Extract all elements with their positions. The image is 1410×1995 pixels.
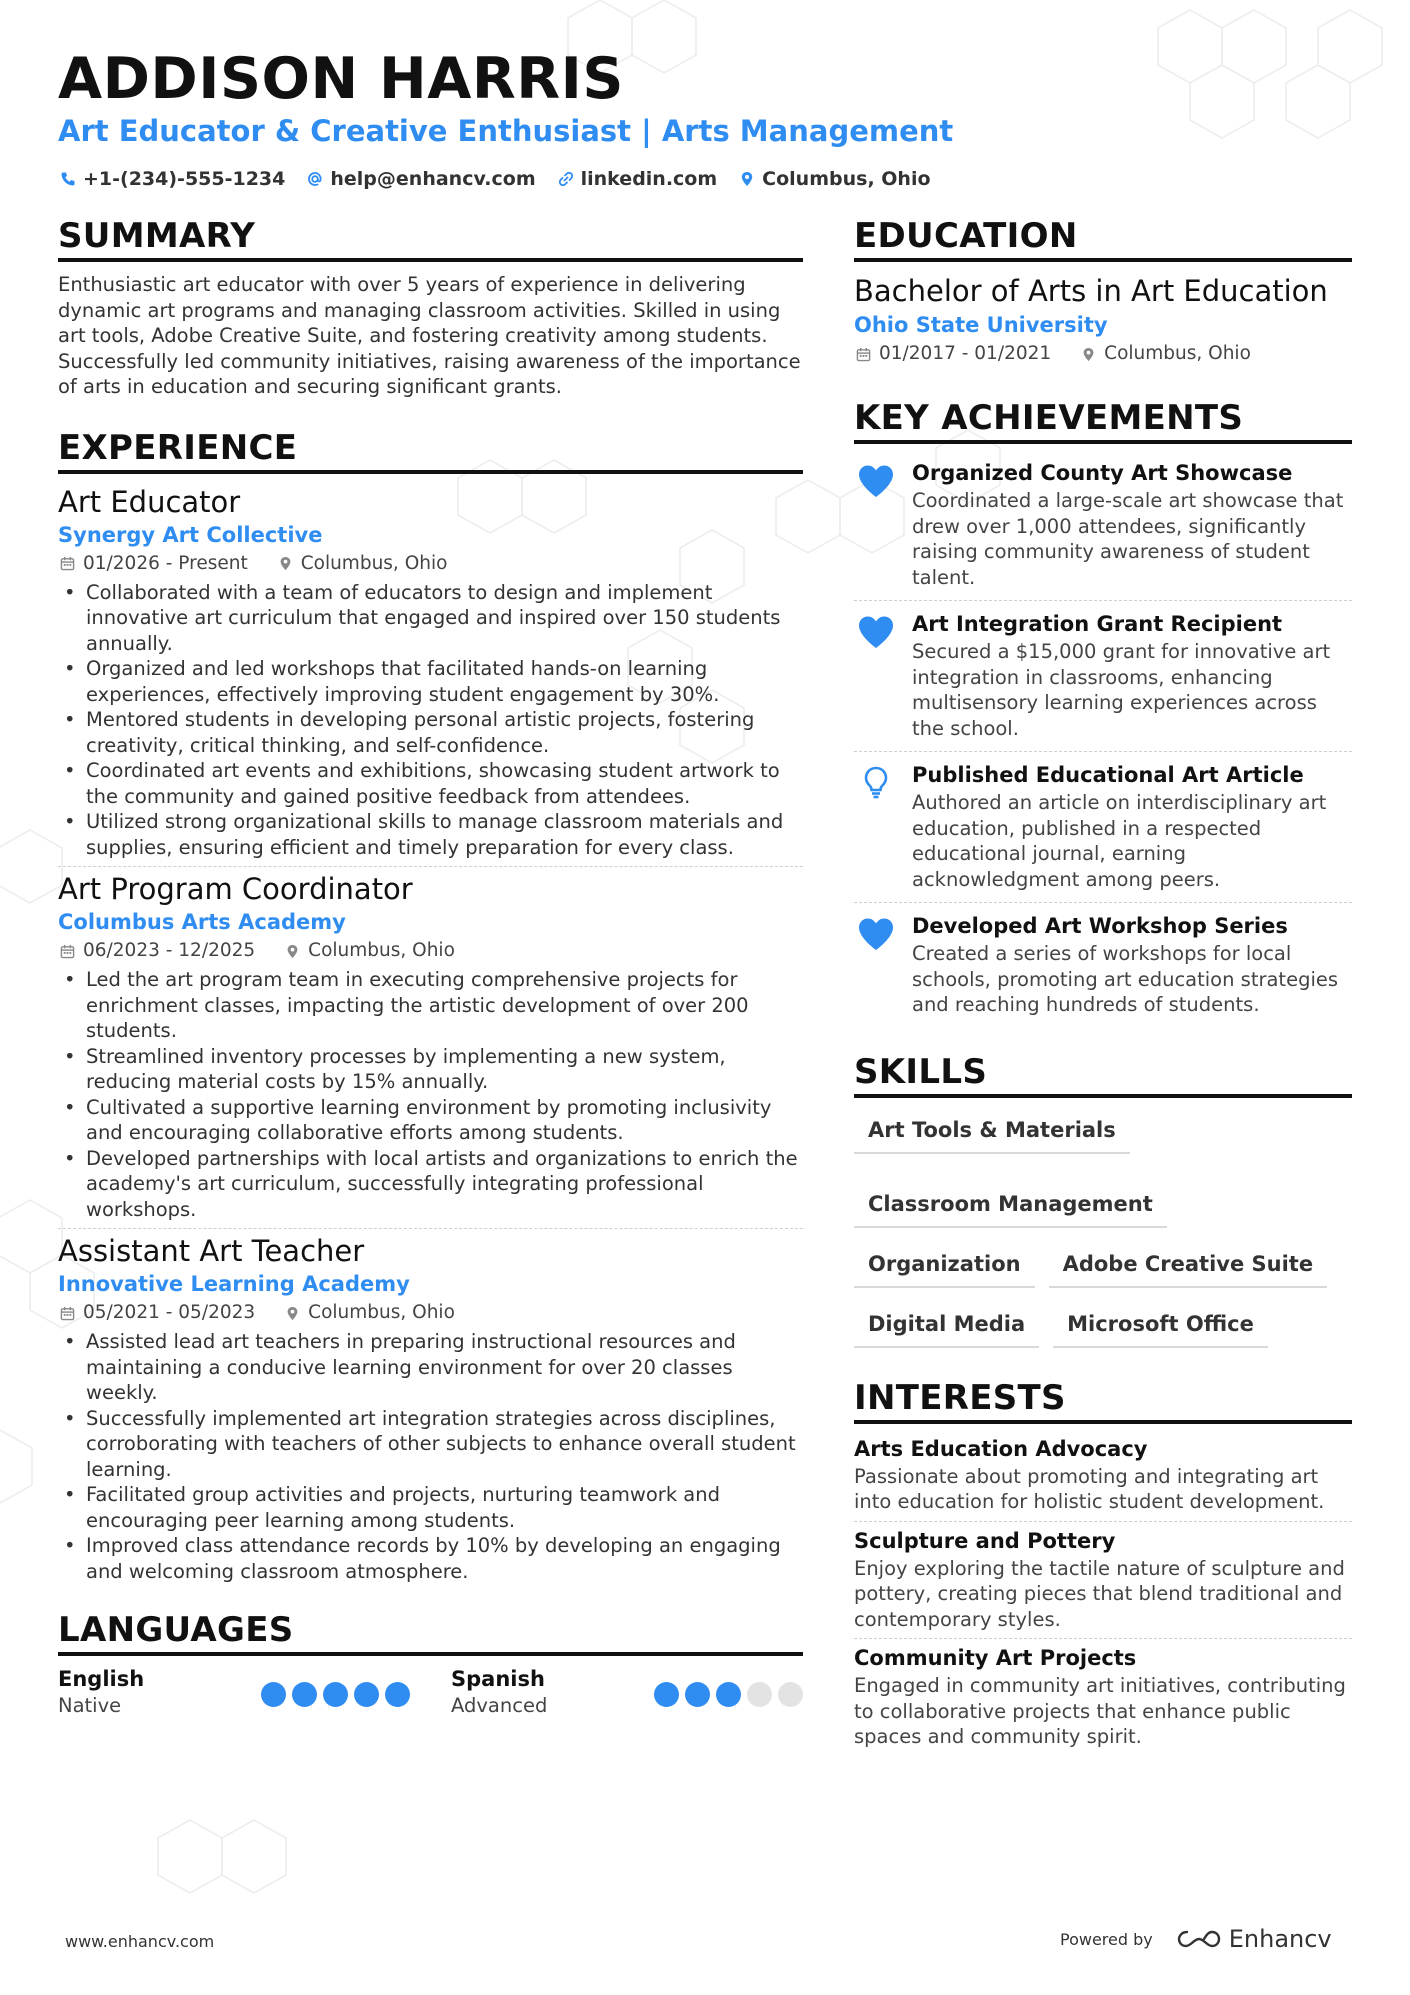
job-meta (60, 1299, 803, 1327)
candidate-title: Art Educator & Creative Enthusiast | Arts Management (58, 114, 954, 148)
achievement-item (854, 454, 1352, 594)
contact-email-text: help@enhancv.com (330, 168, 536, 190)
job-bullet: • Successfully implemented art integration strategies across disciplines, corroborating with teachers of other subjects to enhance overall student learning. (58, 1406, 803, 1483)
footer-branding (1060, 1925, 1332, 1953)
job-bullets (58, 1329, 803, 1584)
achievement-desc: Created a series of workshops for local schools, promoting art education strategies and reaching hundreds of students. (912, 942, 1339, 1016)
education-heading: EDUCATION (854, 216, 1352, 262)
summary-text: Enthusiastic art educator with over 5 years of experience in delivering dynamic art programs and managing classroom activities. Skilled in using art tools, Adobe Creative Suite, and fostering creativity among students. Successfully led community initiatives, raising awareness of the importance of arts in education and securing significant grants. (58, 273, 801, 398)
contact-email[interactable] (307, 168, 535, 190)
contact-location (739, 168, 930, 190)
rating-dot-filled (292, 1682, 317, 1707)
job-location: Columbus, Ohio (308, 940, 455, 961)
education-meta (856, 340, 1352, 368)
job-bullet: • Led the art program team in executing comprehensive projects for enrichment classes, impacting the artistic development of over 200 students. (58, 967, 803, 1044)
candidate-name: ADDISON HARRIS (58, 46, 624, 112)
job-dates: 01/2026 - Present (83, 552, 248, 574)
summary-section (58, 216, 803, 400)
location-icon (278, 556, 293, 571)
skill-tag: Microsoft Office (1053, 1302, 1268, 1348)
skill-tag: Adobe Creative Suite (1049, 1242, 1328, 1288)
phone-icon (60, 171, 76, 187)
interest-title: Sculpture and Pottery (854, 1528, 1116, 1553)
interest-desc: Engaged in community art initiatives, contributing to collaborative projects that enhance public spaces and community spirit. (854, 1674, 1346, 1748)
job-bullet: • Utilized strong organizational skills to manage classroom materials and supplies, ensuring efficient and timely preparation for every class. (58, 809, 803, 860)
rating-dot-filled (385, 1682, 410, 1707)
achievement-item (854, 907, 1352, 1022)
location-icon (285, 944, 300, 959)
job-bullet: • Developed partnerships with local artists and organizations to enrich the academy's art curriculum, successfully integrating professional workshops. (58, 1146, 803, 1223)
divider (854, 600, 1352, 601)
language-name: English (58, 1667, 145, 1691)
job-bullet: • Improved class attendance records by 10% by developing an engaging and welcoming classroom atmosphere. (58, 1533, 803, 1584)
enhancv-logo-icon (1177, 1928, 1221, 1950)
interest-desc: Enjoy exploring the tactile nature of sculpture and pottery, creating pieces that blend traditional and contemporary styles. (854, 1556, 1345, 1631)
divider (854, 1521, 1352, 1522)
at-icon (307, 171, 323, 187)
job-bullets (58, 580, 803, 861)
lightbulb-icon (857, 766, 895, 800)
education-location: Columbus, Ohio (1104, 343, 1251, 364)
education-school: Ohio State University (854, 313, 1108, 337)
skill-tag: Organization (854, 1242, 1035, 1288)
achievement-title: Art Integration Grant Recipient (912, 612, 1283, 636)
right-column (854, 216, 1352, 1750)
languages-section (58, 1610, 803, 1720)
job-entry (58, 871, 803, 1222)
interests-section (854, 1378, 1352, 1750)
achievements-section (854, 398, 1352, 1022)
job-title: Art Program Coordinator (58, 872, 413, 906)
language-rating (654, 1682, 803, 1707)
calendar-icon (60, 556, 75, 571)
language-name: Spanish (451, 1667, 545, 1691)
job-company: Synergy Art Collective (58, 522, 323, 547)
rating-dot-filled (261, 1682, 286, 1707)
brand-name: Enhancv (1228, 1925, 1332, 1953)
job-bullet: • Streamlined inventory processes by implementing a new system, reducing material costs by 15% annually. (58, 1044, 803, 1095)
link-icon (558, 171, 574, 187)
job-bullet: • Cultivated a supportive learning environment by promoting inclusivity and encouraging collaborative efforts among students. (58, 1095, 803, 1146)
job-location: Columbus, Ohio (308, 1302, 455, 1323)
achievement-desc: Authored an article on interdisciplinary art education, published in a respected educational journal, earning acknowledgment among peers. (912, 791, 1327, 891)
education-dates: 01/2017 - 01/2021 (879, 343, 1052, 364)
job-meta (60, 937, 803, 965)
achievement-title: Organized County Art Showcase (912, 461, 1293, 485)
achievement-desc: Secured a $15,000 grant for innovative art integration in classrooms, enhancing multisensory learning experiences across the school. (912, 640, 1331, 740)
brand-logo[interactable] (1177, 1925, 1332, 1953)
summary-heading: SUMMARY (58, 216, 803, 262)
achievement-item (854, 605, 1352, 745)
calendar-icon (60, 1306, 75, 1321)
experience-section (58, 428, 803, 1585)
language-level: Native (58, 1694, 122, 1717)
divider (854, 751, 1352, 752)
contact-phone[interactable] (60, 168, 285, 190)
heart-icon (857, 917, 895, 951)
job-bullet: • Collaborated with a team of educators to design and implement innovative art curriculum that engaged and inspired over 150 students annually. (58, 580, 803, 657)
skill-tag: Digital Media (854, 1302, 1039, 1348)
skills-heading: SKILLS (854, 1052, 1352, 1098)
job-location: Columbus, Ohio (300, 552, 448, 574)
job-bullet: • Organized and led workshops that facilitated hands-on learning experiences, effectively improving student engagement by 30%. (58, 656, 803, 707)
skills-list (854, 1108, 1352, 1348)
calendar-icon (856, 347, 871, 362)
languages-heading: LANGUAGES (58, 1610, 803, 1656)
job-bullet: • Coordinated art events and exhibitions, showcasing student artwork to the community and gained positive feedback from attendees. (58, 758, 803, 809)
rating-dot-empty (747, 1682, 772, 1707)
interests-heading: INTERESTS (854, 1378, 1352, 1424)
education-section (854, 216, 1352, 368)
rating-dot-filled (323, 1682, 348, 1707)
contact-linkedin[interactable] (558, 168, 718, 190)
achievement-item (854, 756, 1352, 896)
language-item (58, 1666, 410, 1720)
language-level: Advanced (451, 1694, 548, 1717)
contact-bar (60, 168, 931, 190)
skills-section (854, 1052, 1352, 1348)
calendar-icon (60, 944, 75, 959)
achievement-title: Developed Art Workshop Series (912, 914, 1288, 938)
job-dates: 05/2021 - 05/2023 (83, 1302, 256, 1323)
rating-dot-filled (716, 1682, 741, 1707)
rating-dot-filled (685, 1682, 710, 1707)
achievement-desc: Coordinated a large-scale art showcase that drew over 1,000 attendees, significantly raising community awareness of student talent. (912, 489, 1344, 589)
rating-dot-empty (778, 1682, 803, 1707)
job-dates: 06/2023 - 12/2025 (83, 940, 256, 961)
job-bullet: • Mentored students in developing personal artistic projects, fostering creativity, critical thinking, and self-confidence. (58, 707, 803, 758)
interest-title: Community Art Projects (854, 1646, 1137, 1670)
job-bullet: • Facilitated group activities and projects, nurturing teamwork and encouraging peer learning among students. (58, 1482, 803, 1533)
rating-dot-filled (654, 1682, 679, 1707)
job-title: Assistant Art Teacher (58, 1234, 365, 1268)
heart-icon (857, 615, 895, 649)
education-degree: Bachelor of Arts in Art Education (854, 274, 1328, 308)
contact-location-text: Columbus, Ohio (762, 168, 931, 190)
location-icon (285, 1306, 300, 1321)
language-item (451, 1666, 803, 1720)
language-rating (261, 1682, 410, 1707)
interest-title: Arts Education Advocacy (854, 1436, 1148, 1461)
location-icon (739, 171, 755, 187)
divider (854, 902, 1352, 903)
job-entry (58, 1233, 803, 1584)
interest-desc: Passionate about promoting and integrating art into education for holistic student development. (854, 1464, 1325, 1513)
job-entry (58, 484, 803, 861)
left-column (58, 216, 803, 1720)
heart-icon (857, 464, 895, 498)
skill-tag: Classroom Management (854, 1182, 1167, 1228)
footer-website[interactable]: www.enhancv.com (65, 1932, 215, 1951)
job-bullets (58, 967, 803, 1222)
job-meta (60, 550, 803, 578)
job-company: Innovative Learning Academy (58, 1272, 410, 1296)
contact-phone-text: +1-(234)-555-1234 (83, 168, 286, 190)
rating-dot-filled (354, 1682, 379, 1707)
skill-tag: Art Tools & Materials (854, 1108, 1130, 1154)
powered-by-label: Powered by (1060, 1929, 1153, 1949)
experience-heading: EXPERIENCE (58, 428, 803, 474)
job-bullet: • Assisted lead art teachers in preparing instructional resources and maintaining a conducive learning environment for over 20 classes weekly. (58, 1329, 803, 1406)
achievement-title: Published Educational Art Article (912, 763, 1304, 787)
job-title: Art Educator (58, 484, 241, 519)
job-company: Columbus Arts Academy (58, 910, 346, 934)
contact-linkedin-text: linkedin.com (580, 168, 718, 190)
languages-list (58, 1666, 803, 1720)
achievements-heading: KEY ACHIEVEMENTS (854, 398, 1352, 444)
divider (58, 866, 803, 867)
divider (854, 1638, 1352, 1639)
divider (58, 1228, 803, 1229)
location-icon (1081, 347, 1096, 362)
